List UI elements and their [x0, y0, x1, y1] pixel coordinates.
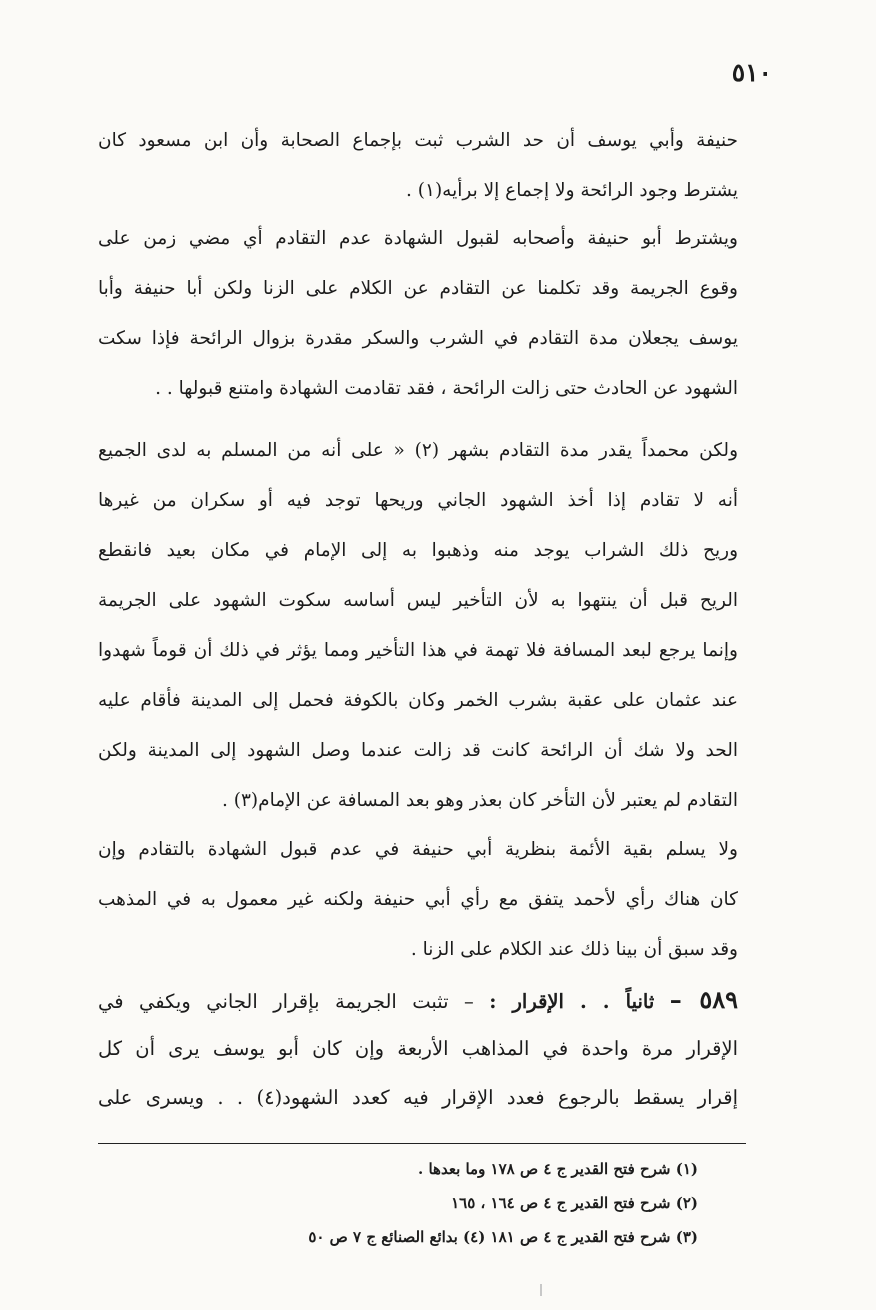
- footnote-1: (١) شرح فتح القدير ج ٤ ص ١٧٨ وما بعدها .: [418, 1160, 698, 1178]
- text-line: وقد سبق أن بينا ذلك عند الكلام على الزنا .: [410, 939, 738, 960]
- section-first-line-text: – تثبت الجريمة بإقرار الجاني ويكفي في: [98, 990, 474, 1013]
- scan-mark: [540, 1284, 542, 1296]
- footnote-divider: [98, 1143, 746, 1144]
- text-line: ويشترط أبو حنيفة وأصحابه لقبول الشهادة عدم التقادم أي مضي زمن على: [98, 228, 738, 249]
- text-line: ولا يسلم بقية الأئمة بنظرية أبي حنيفة في عدم قبول الشهادة بالتقادم وإن: [98, 839, 738, 860]
- text-line: الحد ولا شك أن الرائحة كانت قد زالت عندما وصل الشهود إلى المدينة ولكن: [98, 740, 738, 761]
- text-line: التقادم لم يعتبر لأن التأخر كان بعذر وهو بعد المسافة عن الإمام(٣) .: [221, 790, 738, 811]
- text-line: الإقرار مرة واحدة في المذاهب الأربعة وإن كان أبو يوسف يرى أن كل: [98, 1037, 738, 1060]
- section-number: ٥٨٩ –: [669, 985, 738, 1014]
- text-line: أنه لا تقادم إذا أخذ الشهود الجاني وريحها توجد فيه أو سكران من غيرها: [98, 490, 738, 511]
- text-line: كان هناك رأي لأحمد يتفق مع رأي أبي حنيفة ولكنه غير معمول به في المذهب: [98, 889, 738, 910]
- text-line: وريح ذلك الشراب يوجد منه وذهبوا به إلى الإمام في مكان بعيد فانقطع: [98, 540, 738, 561]
- text-line: إقرار يسقط بالرجوع فعدد الإقرار فيه كعدد الشهود(٤) . . ويسرى على: [98, 1086, 738, 1109]
- text-line: وإنما يرجع لبعد المسافة فلا تهمة في هذا التأخير ومما يؤثر في ذلك أن قوماً شهدوا: [98, 640, 738, 661]
- footnote-2: (٢) شرح فتح القدير ج ٤ ص ١٦٤ ، ١٦٥: [451, 1194, 698, 1212]
- paragraph-4: [98, 825, 738, 975]
- footnotes: [178, 1152, 698, 1254]
- text-line: يشترط وجود الرائحة ولا إجماع إلا برأيه(١) .: [406, 180, 738, 201]
- text-line: حنيفة وأبي يوسف أن حد الشرب ثبت بإجماع الصحابة وأن ابن مسعود كان: [98, 130, 738, 151]
- footnote-3: (٣) شرح فتح القدير ج ٤ ص ١٨١ (٤) بدائع الصنائع ج ٧ ص ٥٠: [308, 1228, 698, 1246]
- section-title: ثانياً . . الإقرار :: [489, 990, 655, 1013]
- text-line: عند عثمان على عقبة بشرب الخمر وكان بالكوفة فحمل إلى المدينة فأقام عليه: [98, 690, 738, 711]
- section-heading-line: [98, 975, 738, 1024]
- text-line: ولكن محمداً يقدر مدة التقادم بشهر (٢) « على أنه من المسلم به لدى الجميع: [98, 440, 738, 461]
- paragraph-2: [98, 214, 738, 414]
- section-589: [98, 975, 738, 1122]
- text-line: وقوع الجريمة وقد تكلمنا عن التقادم عن الكلام على الزنا ولكن أبا حنيفة وأبا: [98, 278, 738, 299]
- paragraph-1: [98, 116, 738, 216]
- text-line: الشهود عن الحادث حتى زالت الرائحة ، فقد تقادمت الشهادة وامتنع قبولها . .: [155, 378, 738, 399]
- text-line: الريح قبل أن ينتهوا به لأن التأخير ليس أساسه سكوت الشهود على الجريمة: [98, 590, 738, 611]
- paragraph-3: [98, 426, 738, 826]
- text-line: يوسف يجعلان مدة التقادم في الشرب والسكر مقدرة بزوال الرائحة فإذا سكت: [98, 328, 738, 349]
- page-number: ٥١٠: [731, 58, 772, 87]
